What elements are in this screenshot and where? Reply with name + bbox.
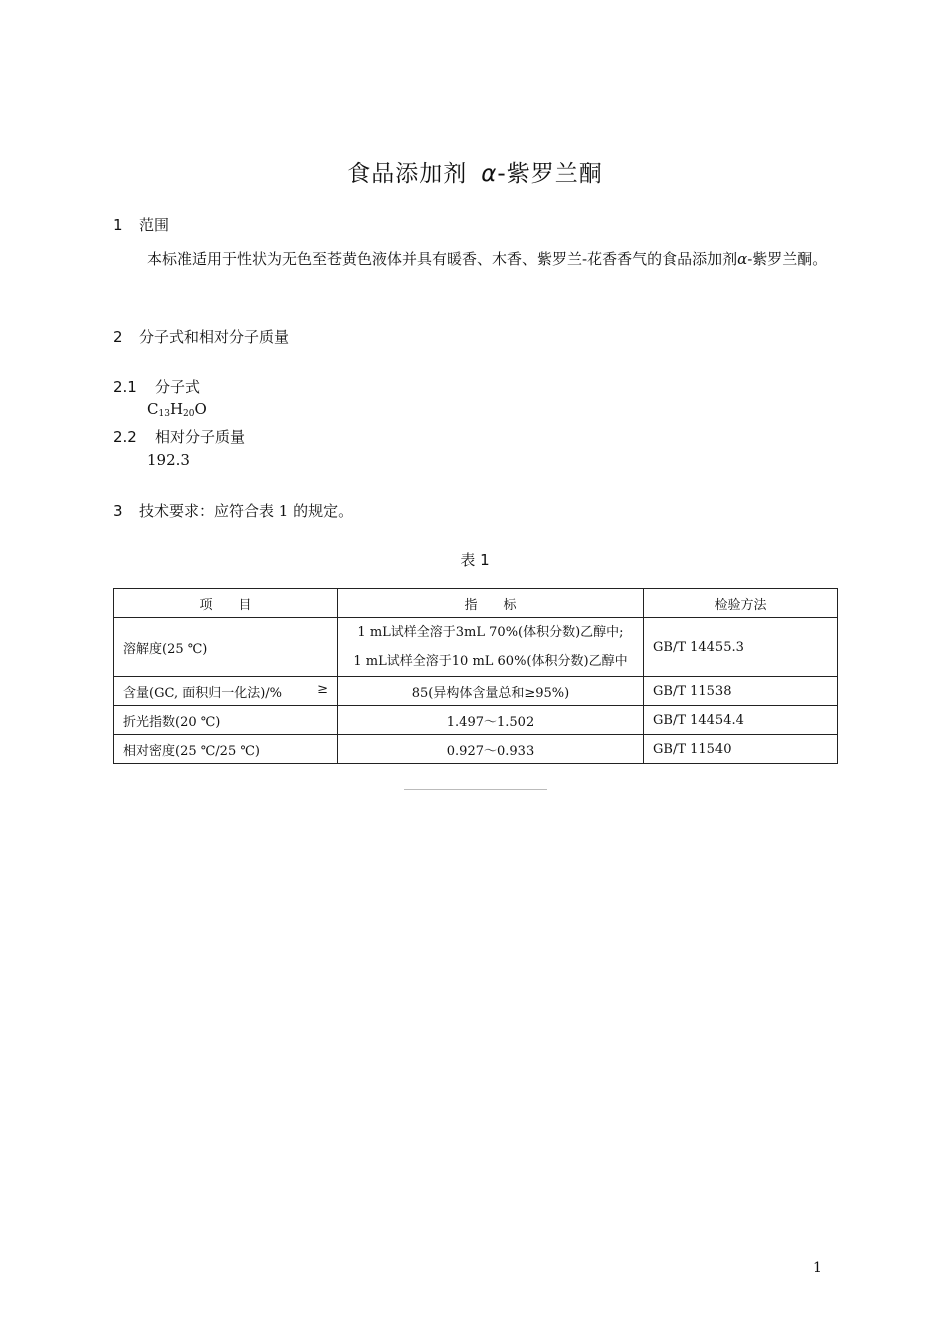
page-number: 1 [813,1260,822,1276]
header-spec: 指 标 [338,589,644,618]
section-title: 技术要求： [139,502,215,520]
table-row [114,706,838,735]
cell-item: 溶解度(25 ℃) [114,618,338,677]
cell-spec: 1.497～1.502 [338,706,644,735]
scope-text-end: -紫罗兰酮。 [747,250,828,268]
section-requirements-heading [113,500,353,521]
spec-line: 1 mL试样全溶于3mL 70%(体积分数)乙醇中; [357,625,624,640]
end-divider [404,789,547,790]
section-number: 2.1 [113,378,137,396]
scope-alpha: α [737,250,748,268]
section-title: 范围 [139,216,170,234]
cell-method: GB/T 14454.4 [644,706,838,735]
section-number: 3 [113,502,123,520]
section-title: 分子式 [155,378,201,396]
molecular-weight-value: 192.3 [147,451,190,469]
table-header-row [114,589,838,618]
formula-c: C [147,400,159,418]
formula-h-sub: 20 [183,409,195,419]
formula-c-sub: 13 [158,409,170,419]
section-formula-heading [113,326,289,347]
molecular-formula-value [147,400,207,419]
cell-spec [338,618,644,677]
header-item: 项 目 [114,589,338,618]
table-row [114,677,838,706]
header-method: 检验方法 [644,589,838,618]
scope-text: 本标准适用于性状为无色至苍黄色液体并具有暖香、木香、紫罗兰-花香香气的食品添加剂 [147,250,738,268]
cell-method: GB/T 11538 [644,677,838,706]
subsection-molecular-formula-heading [113,376,200,397]
cell-item: 折光指数(20 ℃) [114,706,338,735]
title-suffix: -紫罗兰酮 [497,161,603,187]
title-main: 食品添加剂 [347,161,468,187]
table-row [114,618,838,677]
subsection-molecular-weight-heading [113,426,245,447]
section-title: 分子式和相对分子质量 [139,328,290,346]
title-alpha: α [481,161,498,187]
section-title: 相对分子质量 [155,428,246,446]
section-number: 1 [113,216,123,234]
cell-spec: 85(异构体含量总和≥95%) [338,677,644,706]
table-row [114,735,838,764]
page-title [0,155,950,188]
cell-method: GB/T 11540 [644,735,838,764]
item-text: 含量(GC, 面积归一化法)/% [123,685,283,701]
table-caption: 表 1 [460,551,490,569]
cell-item [114,677,338,706]
spec-line: 1 mL试样全溶于10 mL 60%(体积分数)乙醇中 [353,654,628,669]
item-suffix: ≥ [317,681,328,697]
spec-table [113,588,838,764]
scope-paragraph [113,246,841,272]
section-number: 2 [113,328,123,346]
formula-o: O [194,400,207,418]
cell-spec: 0.927～0.933 [338,735,644,764]
requirements-text: 应符合表 1 的规定。 [214,502,354,520]
section-number: 2.2 [113,428,137,446]
cell-method: GB/T 14455.3 [644,618,838,677]
section-scope-heading [113,214,169,235]
cell-item: 相对密度(25 ℃/25 ℃) [114,735,338,764]
formula-h: H [169,400,184,418]
